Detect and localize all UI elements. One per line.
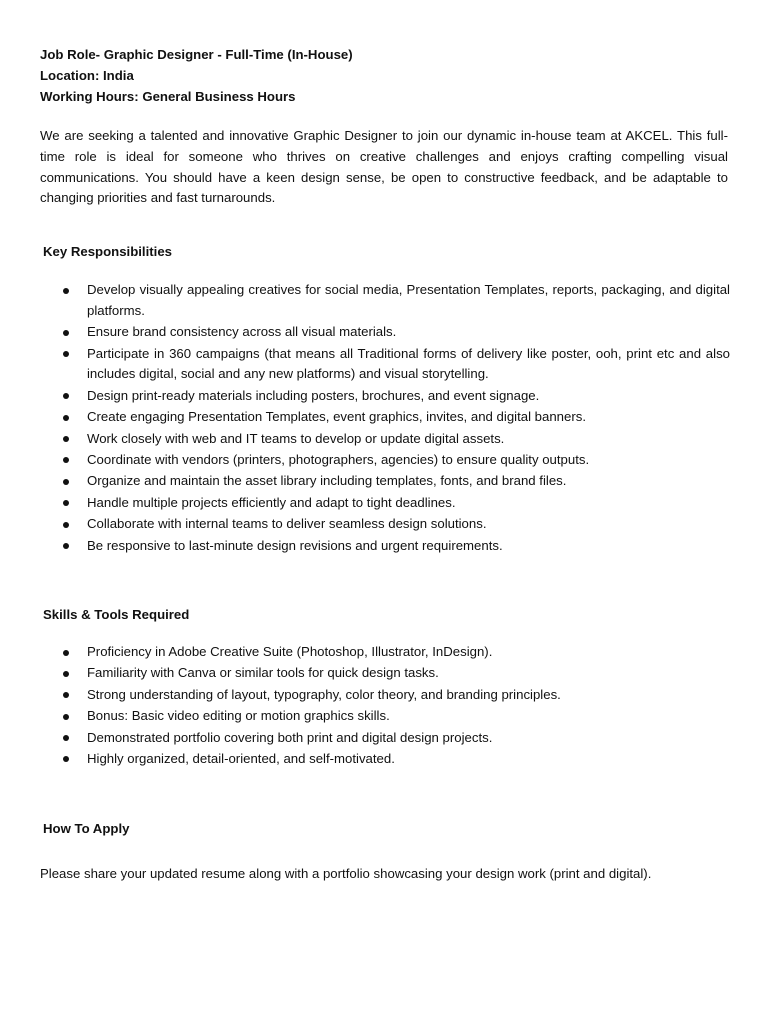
bullet-icon [63, 479, 69, 485]
skills-heading: Skills & Tools Required [43, 607, 190, 622]
bullet-icon [63, 288, 69, 294]
list-item: Strong understanding of layout, typography, color theory, and branding principles. [0, 685, 768, 706]
list-item: Bonus: Basic video editing or motion graphics skills. [0, 706, 768, 727]
bullet-icon [63, 714, 69, 720]
list-item: Develop visually appealing creatives for social media, Presentation Templates, reports, packaging, and digital platforms. [0, 280, 768, 322]
responsibilities-list [0, 280, 768, 557]
job-role-line: Job Role- Graphic Designer - Full-Time (In-House) [40, 47, 353, 62]
list-item: Collaborate with internal teams to deliver seamless design solutions. [0, 514, 768, 535]
bullet-icon [63, 756, 69, 762]
list-item: Design print-ready materials including posters, brochures, and event signage. [0, 386, 768, 407]
bullet-icon [63, 500, 69, 506]
skills-list [0, 642, 768, 770]
job-header [40, 45, 730, 107]
intro-paragraph: We are seeking a talented and innovative Graphic Designer to join our dynamic in-house team at AKCEL. This full-time role is ideal for someone who thrives on creative challenges and enjoys crafting compelling visual communications. You should have a keen design sense, be open to constructive feedback, and be adaptable to changing priorities and fast turnarounds. [40, 128, 728, 206]
list-item: Organize and maintain the asset library including templates, fonts, and brand files. [0, 471, 768, 492]
list-item: Handle multiple projects efficiently and adapt to tight deadlines. [0, 493, 768, 514]
list-item: Proficiency in Adobe Creative Suite (Photoshop, Illustrator, InDesign). [0, 642, 768, 663]
bullet-icon [63, 692, 69, 698]
bullet-icon [63, 415, 69, 421]
list-item: Participate in 360 campaigns (that means all Traditional forms of delivery like poster, ooh, print etc and also includes digital, social and any new platforms) and visual storytelling. [0, 344, 768, 386]
bullet-icon [63, 650, 69, 656]
bullet-icon [63, 330, 69, 336]
list-item: Be responsive to last-minute design revisions and urgent requirements. [0, 536, 768, 557]
location-line: Location: India [40, 67, 134, 83]
working-hours-line: Working Hours: General Business Hours [40, 88, 296, 104]
bullet-icon [63, 436, 69, 442]
apply-paragraph: Please share your updated resume along with a portfolio showcasing your design work (print and digital). [40, 866, 652, 881]
bullet-icon [63, 393, 69, 399]
responsibilities-heading: Key Responsibilities [43, 244, 172, 259]
list-item: Work closely with web and IT teams to develop or update digital assets. [0, 429, 768, 450]
bullet-icon [63, 543, 69, 549]
bullet-icon [63, 522, 69, 528]
list-item: Create engaging Presentation Templates, event graphics, invites, and digital banners. [0, 407, 768, 428]
list-item: Highly organized, detail-oriented, and self-motivated. [0, 749, 768, 770]
bullet-icon [63, 735, 69, 741]
bullet-icon [63, 671, 69, 677]
bullet-icon [63, 351, 69, 357]
bullet-icon [63, 457, 69, 463]
list-item: Coordinate with vendors (printers, photographers, agencies) to ensure quality outputs. [0, 450, 768, 471]
list-item: Familiarity with Canva or similar tools for quick design tasks. [0, 663, 768, 684]
list-item: Demonstrated portfolio covering both print and digital design projects. [0, 728, 768, 749]
how-to-apply-heading: How To Apply [43, 821, 130, 836]
list-item: Ensure brand consistency across all visual materials. [0, 322, 768, 343]
